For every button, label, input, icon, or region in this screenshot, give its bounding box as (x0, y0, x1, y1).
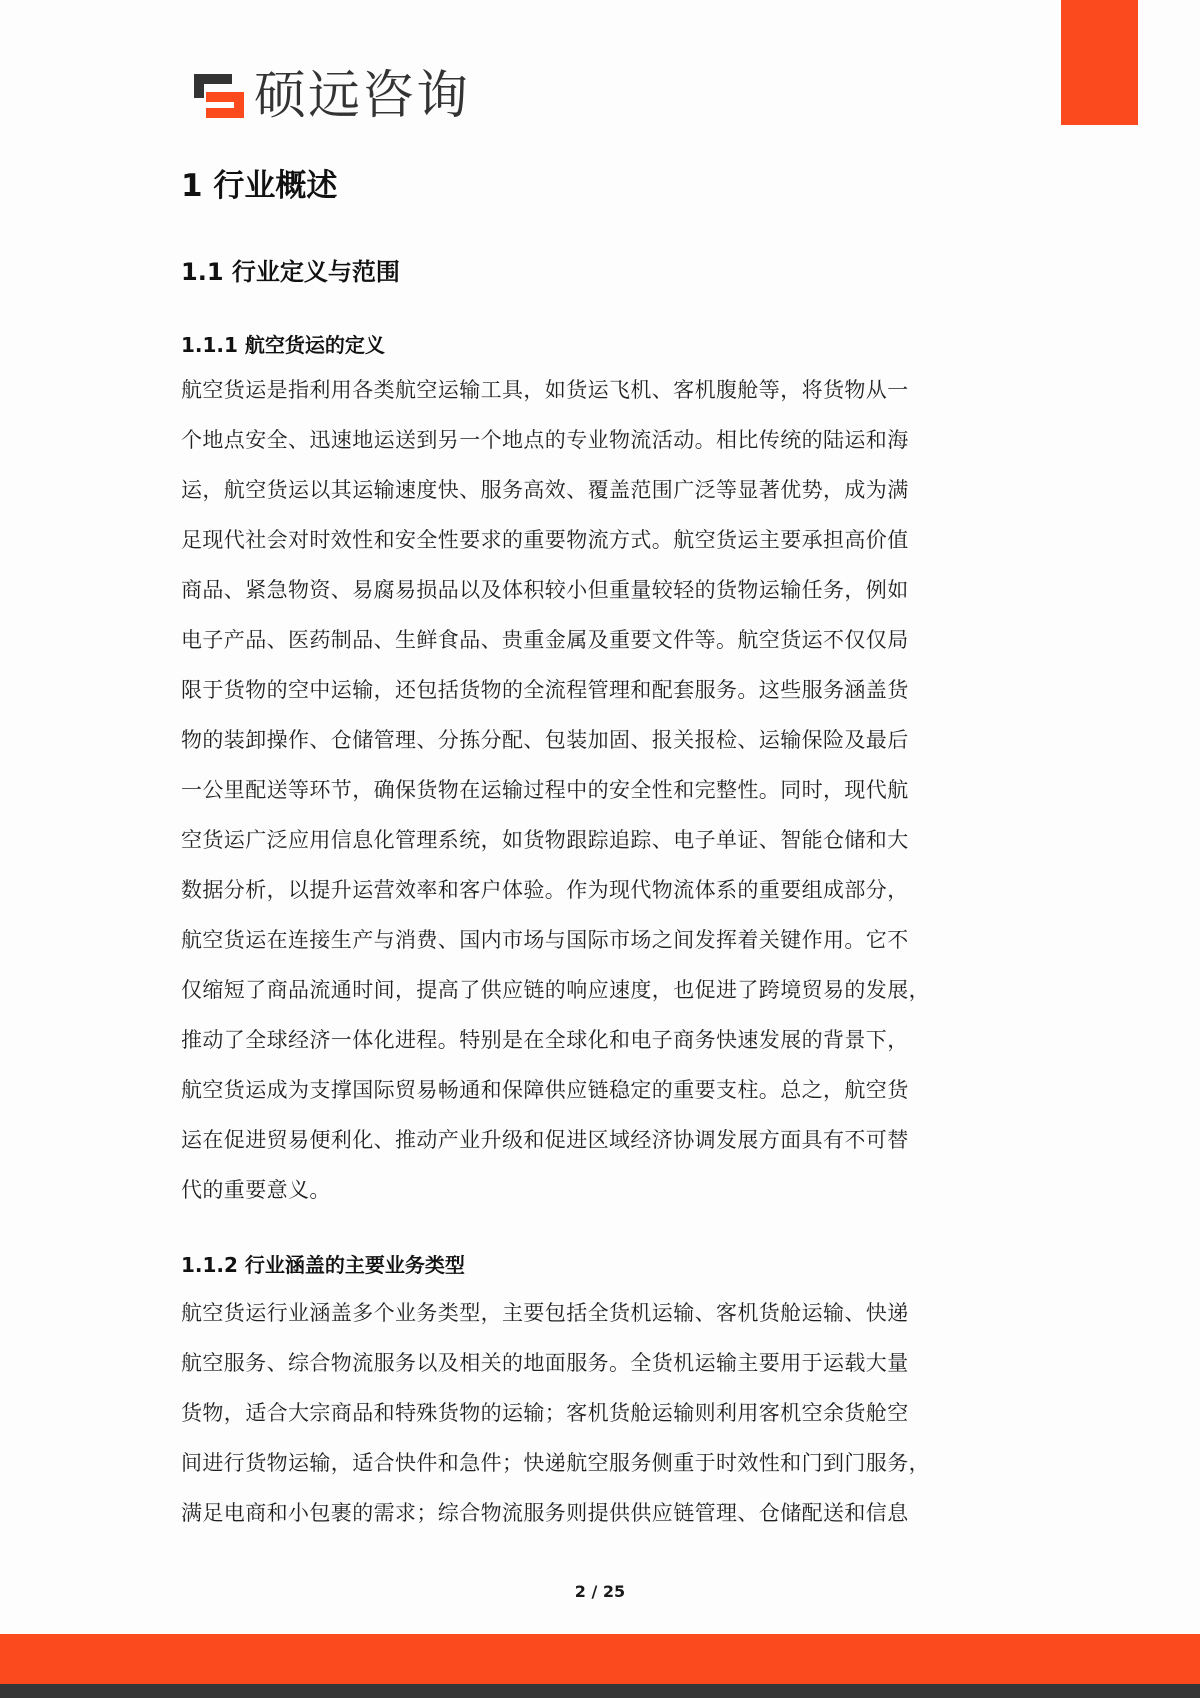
corner-accent-block (1061, 0, 1138, 125)
heading-1-1-1: 1.1.1 航空货运的定义 (181, 333, 385, 357)
footer-dark-strip (0, 1684, 1200, 1698)
text-line: 航空服务、综合物流服务以及相关的地面服务。全货机运输主要用于运载大量 (181, 1351, 909, 1375)
paragraph-business-types (181, 1288, 1031, 1538)
text-line: 航空货运行业涵盖多个业务类型，主要包括全货机运输、客机货舱运输、快递 (181, 1301, 909, 1325)
text-line: 足现代社会对时效性和安全性要求的重要物流方式。航空货运主要承担高价值 (181, 528, 909, 552)
text-line: 物的装卸操作、仓储管理、分拣分配、包装加固、报关报检、运输保险及最后 (181, 728, 909, 752)
text-line: 航空货运在连接生产与消费、国内市场与国际市场之间发挥着关键作用。它不 (181, 928, 909, 952)
brand-name: 硕远咨询 (254, 66, 471, 126)
text-line: 推动了全球经济一体化进程。特别是在全球化和电子商务快速发展的背景下， (181, 1028, 909, 1052)
text-line: 空货运广泛应用信息化管理系统，如货物跟踪追踪、电子单证、智能仓储和大 (181, 828, 909, 852)
text-line: 运在促进贸易便利化、推动产业升级和促进区域经济协调发展方面具有不可替 (181, 1128, 909, 1152)
heading-1-1-2: 1.1.2 行业涵盖的主要业务类型 (181, 1253, 465, 1277)
paragraph-air-cargo-definition (181, 365, 1031, 1215)
text-line: 数据分析，以提升运营效率和客户体验。作为现代物流体系的重要组成部分， (181, 878, 909, 902)
page-indicator: 2 / 25 (574, 1582, 626, 1601)
heading-level-1: 1 行业概述 (181, 168, 338, 204)
text-line: 一公里配送等环节，确保货物在运输过程中的安全性和完整性。同时，现代航 (181, 778, 909, 802)
text-line: 航空货运是指利用各类航空运输工具，如货运飞机、客机腹舱等，将货物从一 (181, 378, 909, 402)
text-line: 间进行货物运输，适合快件和急件；快递航空服务侧重于时效性和门到门服务， (181, 1451, 930, 1475)
text-line: 代的重要意义。 (181, 1178, 331, 1202)
heading-level-2: 1.1 行业定义与范围 (181, 258, 400, 286)
text-line: 货物，适合大宗商品和特殊货物的运输；客机货舱运输则利用客机空余货舱空 (181, 1401, 909, 1425)
text-line: 电子产品、医药制品、生鲜食品、贵重金属及重要文件等。航空货运不仅仅局 (181, 628, 909, 652)
text-line: 个地点安全、迅速地运送到另一个地点的专业物流活动。相比传统的陆运和海 (181, 428, 909, 452)
brand-logo (192, 66, 470, 126)
text-line: 航空货运成为支撑国际贸易畅通和保障供应链稳定的重要支柱。总之，航空货 (181, 1078, 909, 1102)
text-line: 仅缩短了商品流通时间，提高了供应链的响应速度，也促进了跨境贸易的发展， (181, 978, 930, 1002)
interlocking-s-logo-icon (192, 72, 246, 120)
text-line: 商品、紧急物资、易腐易损品以及体积较小但重量较轻的货物运输任务，例如 (181, 578, 909, 602)
footer-accent-band (0, 1634, 1200, 1684)
text-line: 限于货物的空中运输，还包括货物的全流程管理和配套服务。这些服务涵盖货 (181, 678, 909, 702)
text-line: 满足电商和小包裹的需求；综合物流服务则提供供应链管理、仓储配送和信息 (181, 1501, 909, 1525)
text-line: 运，航空货运以其运输速度快、服务高效、覆盖范围广泛等显著优势，成为满 (181, 478, 909, 502)
